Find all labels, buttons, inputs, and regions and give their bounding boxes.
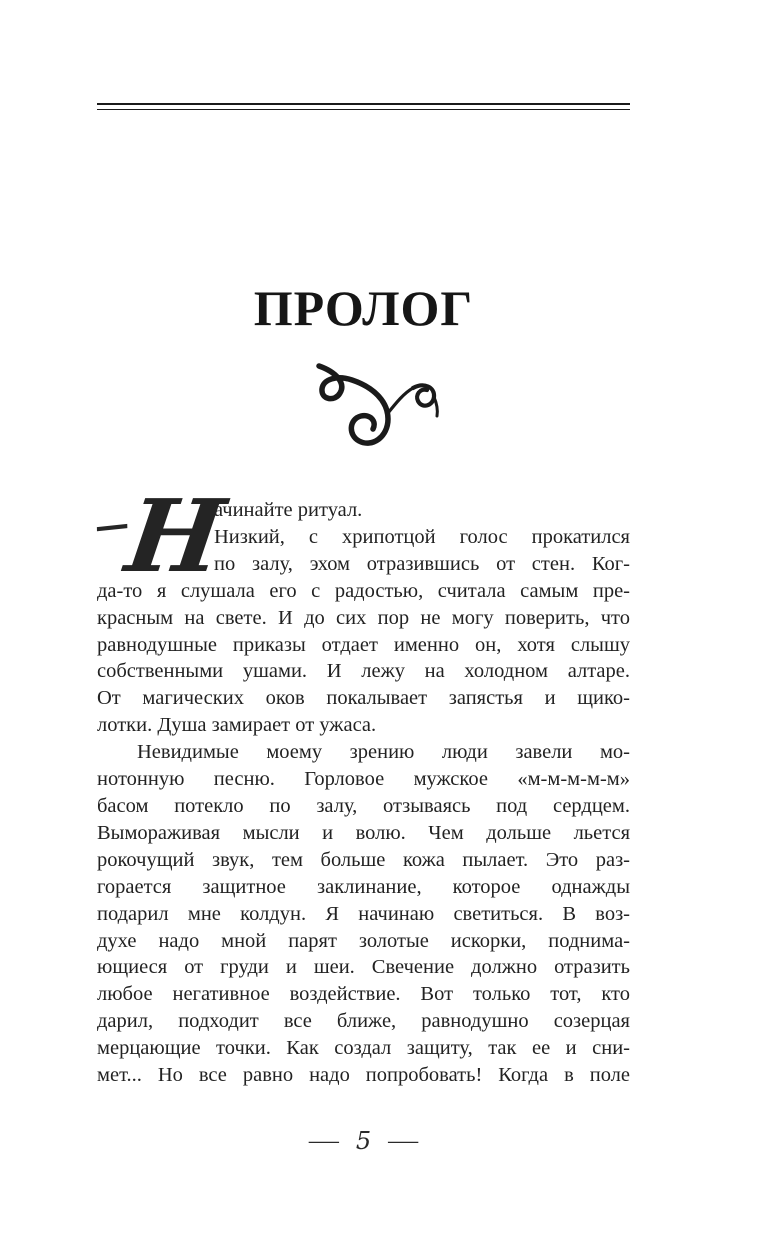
text-line: ачинайте ритуал. (214, 499, 363, 521)
text-line: нотонную песню. Горловое мужское «м-м-м-м-м» (97, 768, 630, 791)
header-double-rule (97, 103, 630, 110)
footer-left-dash: — (308, 1127, 339, 1154)
drop-cap (96, 477, 231, 595)
text-line: духе надо мной парят золотые искорки, поднима- (97, 929, 630, 952)
text-line: Невидимые моему зрению люди завели мо- (137, 741, 630, 764)
text-line: Вымораживая мысли и волю. Чем дольше льется (97, 821, 630, 844)
text-line: Низкий, с хрипотцой голос прокатился (214, 525, 630, 548)
text-line: дарил, подходит все ближе, равнодушно созерцая (97, 1010, 630, 1033)
text-line: ющиеся от груди и шеи. Свечение должно отразить (97, 956, 630, 979)
paragraph (97, 739, 630, 1089)
text-line: рокочущий звук, тем больше кожа пылает. Это раз- (97, 848, 630, 871)
text-line: любое негативное воздействие. Вот только тот, кто (97, 983, 630, 1006)
footer-right-dash: — (388, 1127, 419, 1154)
flourish-ornament-icon (291, 362, 451, 454)
text-line: мет... Но все равно надо попробовать! Когда в поле (97, 1064, 630, 1087)
dialogue-dash: — (96, 488, 128, 558)
text-line: да-то я слушала его с радостью, считала самым пре- (97, 579, 630, 602)
text-line: горается защитное заклинание, которое однажды (97, 875, 630, 898)
text-line: мерцающие точки. Как создал защиту, так ее и сни- (97, 1037, 630, 1060)
text-line: От магических оков покалывает запястья и щико- (97, 687, 630, 710)
page-number: 5 (355, 1127, 372, 1155)
text-line: подарил мне колдун. Я начинаю светиться. В воз- (97, 902, 630, 925)
text-line: собственными ушами. И лежу на холодном алтаре. (97, 660, 630, 683)
body-text (96, 477, 630, 1089)
text-line: равнодушные приказы отдает именно он, хотя слышу (97, 633, 630, 656)
drop-cap-letter: Н (119, 477, 231, 595)
text-line: красным на свете. И до сих пор не могу поверить, что (97, 606, 630, 629)
page-footer (97, 1126, 630, 1156)
text-line: лотки. Душа замирает от ужаса. (97, 714, 377, 737)
text-line: басом потекло по залу, отзываясь под сердцем. (97, 794, 630, 817)
chapter-title: ПРОЛОГ (253, 280, 474, 336)
text-line: по залу, эхом отразившись от стен. Ког- (214, 552, 630, 575)
text-column (97, 0, 630, 1241)
